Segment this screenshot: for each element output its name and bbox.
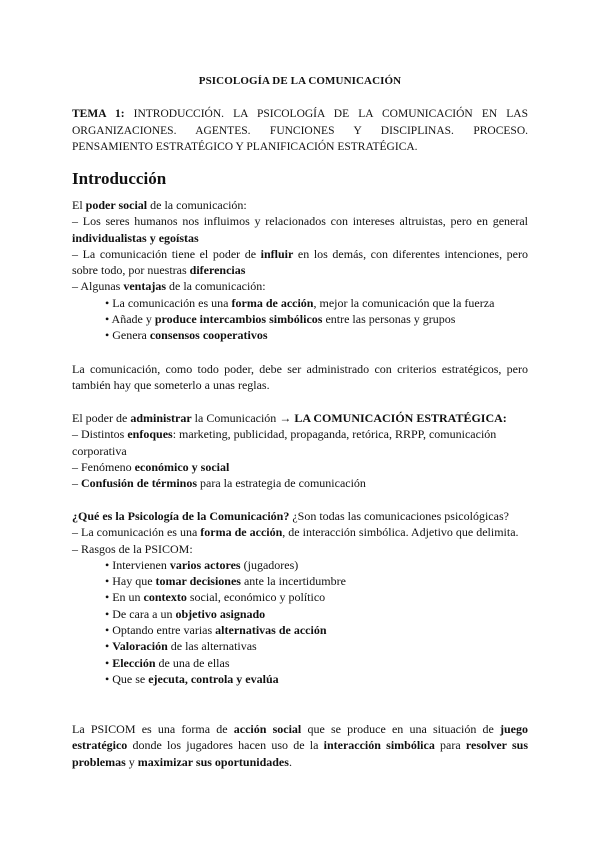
text: – Fenómeno	[72, 459, 135, 474]
text: que se produce en una situación de	[301, 722, 501, 736]
list-item	[72, 671, 528, 687]
text: En un	[112, 590, 144, 605]
bold-text: juego estratégico	[72, 722, 529, 753]
paragraph	[72, 246, 528, 279]
text: y	[125, 754, 138, 769]
text: social, económico y político	[186, 590, 326, 605]
bold-text: interacción simbólica	[323, 738, 435, 753]
text: – La comunicación es una	[72, 525, 201, 540]
text: para la estrategia de comunicación	[197, 476, 366, 491]
paragraph-line	[72, 197, 528, 213]
text: –	[72, 476, 81, 491]
text: Hay que	[112, 574, 156, 589]
text: , mejor la comunicación que la fuerza	[313, 295, 495, 310]
text: El poder de	[72, 411, 131, 425]
bold-text: administrar	[130, 411, 192, 425]
paragraph-administrar: La comunicación, como todo poder, debe ser administrado con criterios estratégicos, pero también hay que someterlo a unas reglas.	[72, 362, 528, 393]
list-item	[72, 573, 528, 589]
bold-text: consensos cooperativos	[149, 328, 268, 343]
paragraph	[72, 213, 528, 246]
text: El	[72, 198, 86, 212]
text: de una de ellas	[155, 655, 230, 670]
bold-text: acción social	[233, 722, 302, 736]
bold-text: diferencias	[189, 263, 246, 278]
text: de la comunicación:	[147, 198, 247, 212]
list-item	[72, 589, 528, 605]
text: la Comunicación	[191, 411, 280, 425]
list-item	[72, 311, 528, 327]
arrow-icon: →	[279, 411, 292, 425]
text: entre las personas y grupos	[322, 312, 456, 327]
bold-text: influir	[260, 246, 294, 261]
text: (jugadores)	[240, 557, 299, 572]
bold-text: alternativas de acción	[215, 623, 327, 638]
tema-text: INTRODUCCIÓN. LA PSICOLOGÍA DE LA COMUNICACIÓN EN LAS ORGANIZACIONES. AGENTES. FUNCIONES Y DISCIPLINAS. PROCESO. PENSAMIENTO ESTRATÉGICO Y PLANIFICACIÓN ESTRATÉGICA.	[72, 108, 528, 153]
bold-text: ¿Qué es la Psicología de la Comunicación?	[72, 509, 290, 523]
bold-text: contexto	[143, 590, 187, 605]
bold-text: Confusión de términos	[81, 476, 198, 491]
text: Genera	[112, 328, 150, 343]
paragraph	[72, 426, 528, 459]
bold-text: varios actores	[169, 557, 241, 572]
bold-text: ventajas	[123, 279, 167, 294]
list-item	[72, 327, 528, 343]
bold-text: forma de acción	[231, 295, 314, 310]
bold-text: maximizar sus oportunidades	[137, 754, 289, 769]
list-item	[72, 655, 528, 671]
text: : marketing, publicidad, propaganda, retórica, RRPP, comunicación corporativa	[72, 427, 497, 458]
text: , de interacción simbólica. Adjetivo que delimita.	[282, 525, 519, 540]
text: donde los jugadores hacen uso de la	[127, 738, 324, 753]
text: ante la incertidumbre	[240, 574, 346, 589]
text: – Los seres humanos nos influimos y relacionados con intereses altruistas, pero en general	[72, 214, 528, 229]
tema-label: TEMA 1:	[72, 108, 125, 120]
bold-text: enfoques	[127, 427, 173, 442]
text: De cara a un	[112, 606, 176, 621]
bold-text: poder social	[85, 198, 148, 212]
text: La PSICOM es una forma de	[72, 722, 234, 736]
text: ¿Son todas las comunicaciones psicológicas?	[289, 509, 509, 523]
text: Optando entre varias	[112, 623, 216, 638]
paragraph-line	[72, 410, 528, 426]
section-psicom	[72, 508, 528, 687]
paragraph-psicom-definicion	[72, 721, 528, 770]
text: Añade y	[111, 312, 155, 327]
section-comunicacion-estrategica	[72, 410, 528, 491]
section-heading-introduccion: Introducción	[72, 169, 167, 188]
paragraph	[72, 524, 528, 540]
text: en los demás, con diferentes intenciones, pero sobre todo, por nuestras	[72, 246, 529, 278]
text: Intervienen	[112, 557, 170, 572]
tema-heading	[72, 106, 528, 156]
text: de las alternativas	[167, 639, 257, 654]
bold-text: LA COMUNICACIÓN ESTRATÉGICA:	[291, 411, 507, 425]
list-item	[72, 638, 528, 654]
text: Que se	[112, 671, 149, 686]
bold-text: ejecuta, controla y evalúa	[148, 671, 279, 686]
paragraph-line: – Rasgos de la PSICOM:	[72, 541, 193, 556]
paragraph-line	[72, 508, 528, 524]
bold-text: Valoración	[112, 639, 168, 654]
section-poder-social	[72, 197, 528, 344]
text: – Distintos	[72, 427, 128, 442]
bold-text: resolver sus problemas	[72, 738, 529, 769]
bold-text: objetivo asignado	[175, 606, 266, 621]
text: – Algunas	[72, 279, 124, 294]
list-item	[72, 606, 528, 622]
bold-text: económico y social	[134, 459, 230, 474]
document-title: PSICOLOGÍA DE LA COMUNICACIÓN	[198, 75, 402, 87]
bold-text: individualistas y egoístas	[72, 230, 199, 245]
bold-text: tomar decisiones	[155, 574, 241, 589]
text: .	[288, 754, 292, 769]
list-item	[72, 622, 528, 638]
text: para	[434, 738, 466, 753]
text: de la comunicación:	[166, 279, 266, 294]
list-item	[72, 295, 528, 311]
list-item	[72, 557, 528, 573]
text: – La comunicación tiene el poder de	[72, 246, 261, 261]
paragraph-line	[72, 475, 528, 491]
paragraph-line	[72, 278, 528, 294]
paragraph-line	[72, 459, 528, 475]
bold-text: Elección	[112, 655, 156, 670]
text: La comunicación es una	[112, 295, 232, 310]
bold-text: forma de acción	[200, 525, 283, 540]
bold-text: produce intercambios simbólicos	[154, 312, 323, 327]
